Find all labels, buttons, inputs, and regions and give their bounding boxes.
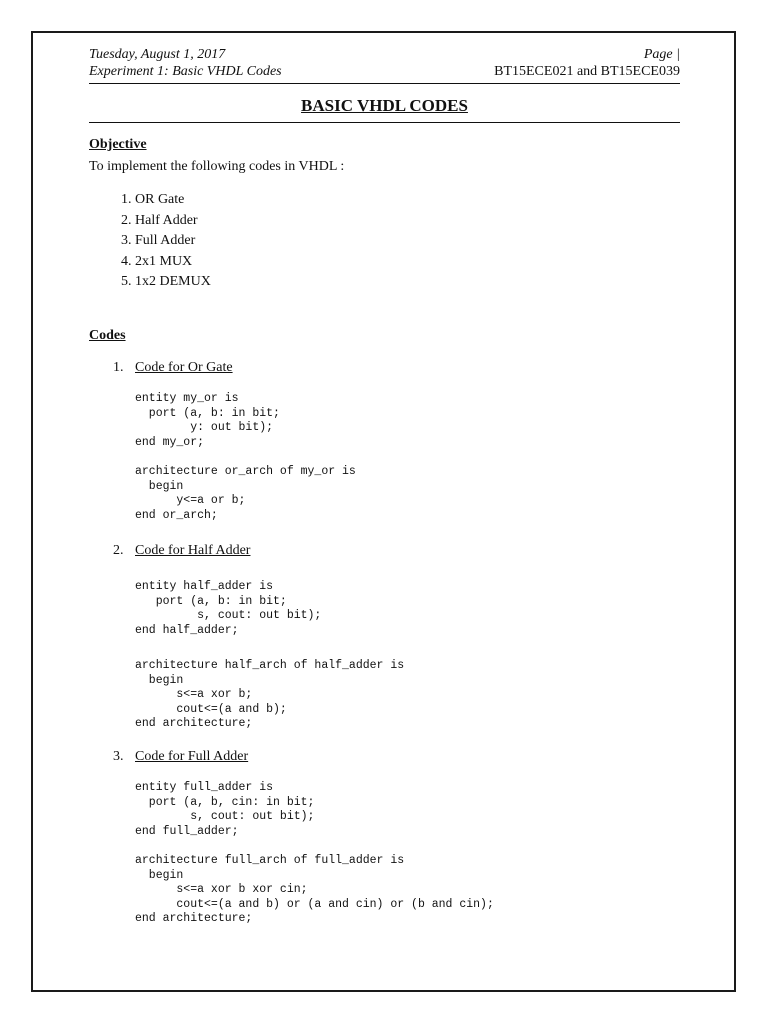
header-ids: BT15ECE021 and BT15ECE039 — [494, 64, 680, 79]
objective-intro: To implement the following codes in VHDL : — [89, 159, 345, 174]
code-item-full-adder — [113, 749, 248, 765]
code-item-number: 2. — [113, 543, 124, 558]
code-block-architecture: architecture full_arch of full_adder is begin s<=a xor b xor cin; cout<=(a and b) or (a and cin) or (b and cin); end architecture; — [135, 854, 494, 926]
objective-item: 2. Half Adder — [135, 211, 211, 232]
header-rule — [89, 83, 680, 84]
header-experiment: Experiment 1: Basic VHDL Codes — [89, 64, 282, 79]
code-block-architecture: architecture half_arch of half_adder is begin s<=a xor b; cout<=(a and b); end architecture; — [135, 659, 405, 731]
document-title: BASIC VHDL CODES — [301, 96, 468, 115]
code-item-title: Code for Or Gate — [135, 360, 233, 375]
header-page: Page | — [643, 47, 680, 62]
code-item-or-gate — [113, 360, 233, 376]
header-date: Tuesday, August 1, 2017 — [89, 47, 226, 62]
objective-heading: Objective — [89, 137, 147, 152]
code-block-architecture: architecture or_arch of my_or is begin y<=a or b; end or_arch; — [135, 465, 356, 522]
code-block-entity: entity my_or is port (a, b: in bit; y: out bit); end my_or; — [135, 392, 280, 449]
code-item-title: Code for Full Adder — [135, 749, 249, 764]
header-left — [89, 46, 282, 80]
codes-heading: Codes — [89, 328, 126, 343]
code-block-entity: entity half_adder is port (a, b: in bit; s, cout: out bit); end half_adder; — [135, 580, 322, 637]
code-block-entity: entity full_adder is port (a, b, cin: in bit; s, cout: out bit); end full_adder; — [135, 781, 315, 838]
objective-item: 1. OR Gate — [135, 190, 211, 211]
code-item-number: 1. — [113, 360, 124, 375]
objective-list — [89, 190, 211, 293]
objective-item: 3. Full Adder — [135, 231, 211, 252]
title-rule — [89, 122, 680, 123]
code-item-half-adder — [113, 543, 250, 559]
code-item-number: 3. — [113, 749, 124, 764]
objective-item: 5. 1x2 DEMUX — [135, 272, 211, 293]
objective-item: 4. 2x1 MUX — [135, 252, 211, 273]
code-item-title: Code for Half Adder — [135, 543, 251, 558]
header-right — [494, 46, 680, 80]
